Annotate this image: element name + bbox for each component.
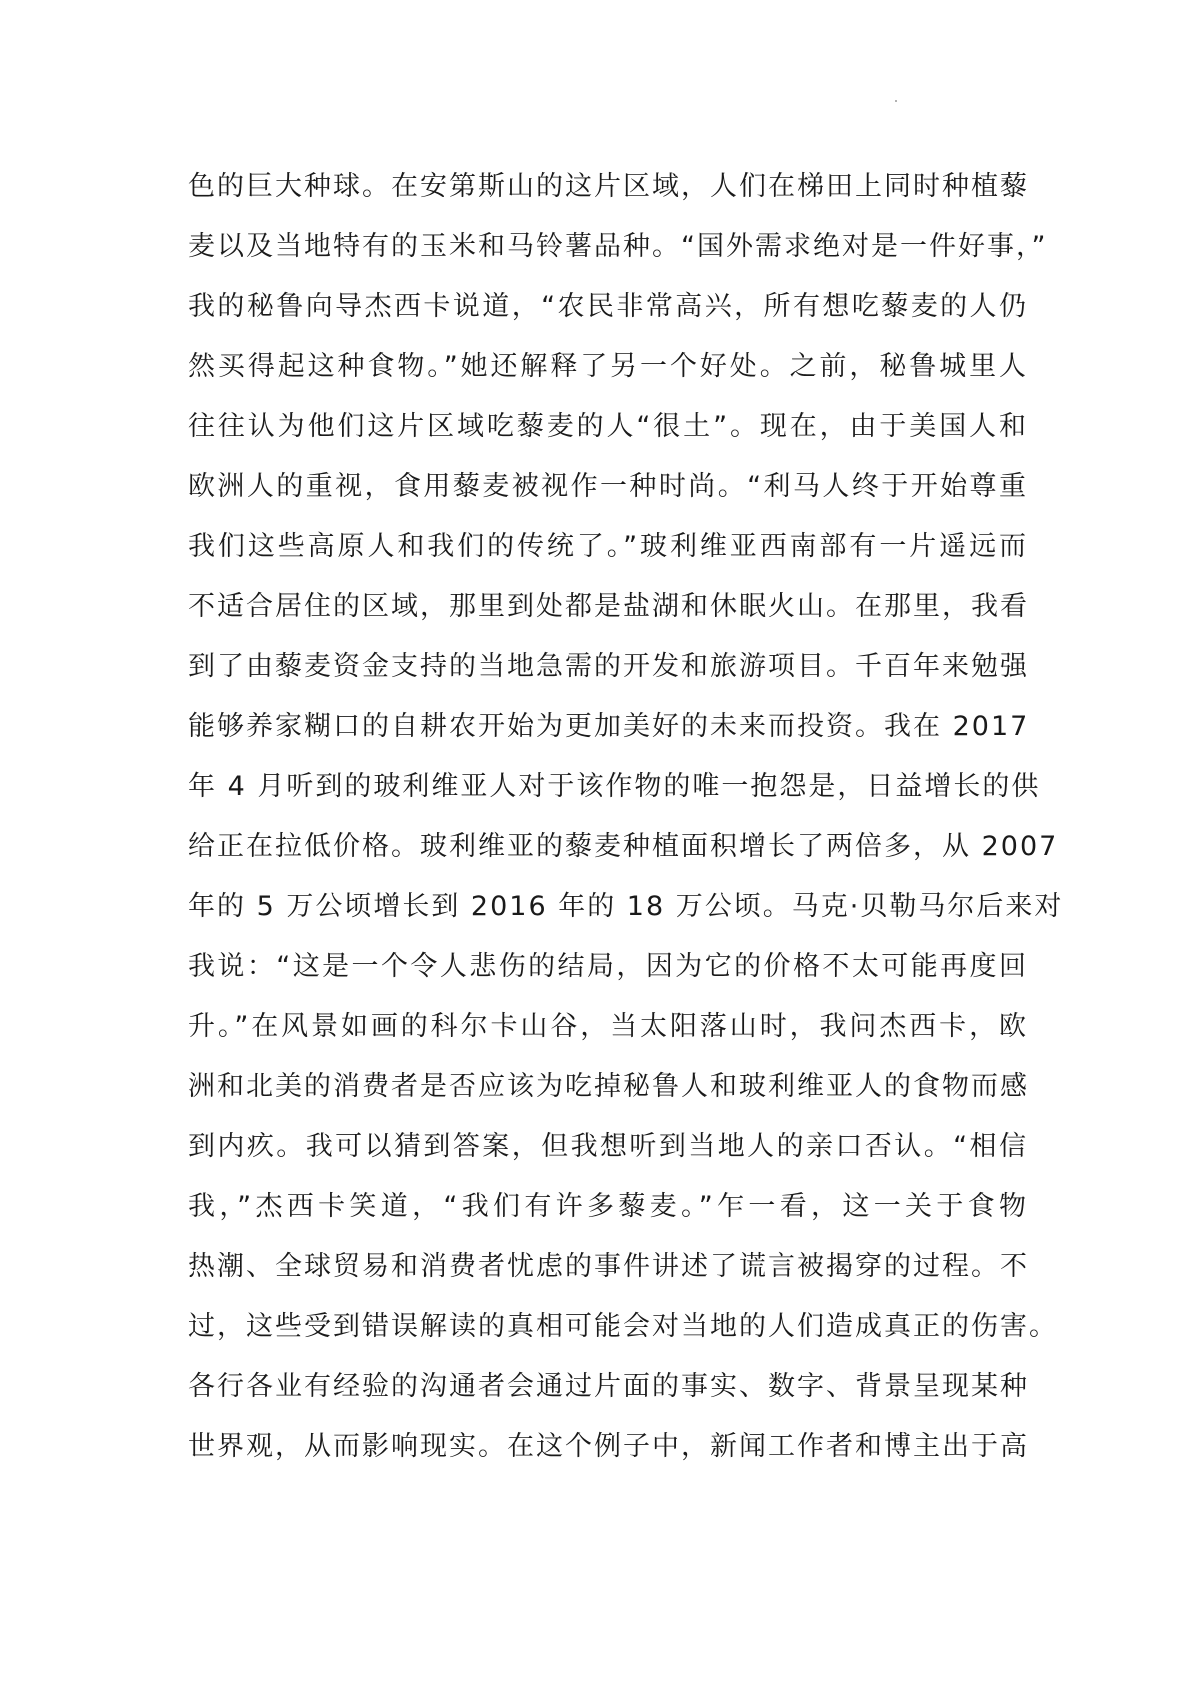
text-line: 过，这些受到错误解读的真相可能会对当地的人们造成真正的伤害。 — [188, 1311, 1058, 1342]
text-line: 能够养家糊口的自耕农开始为更加美好的未来而投资。我在 2017 — [188, 711, 1030, 742]
text-line: 我，”杰西卡笑道，“我们有许多藜麦。”乍一看，这一关于食物 — [188, 1191, 1028, 1222]
text-line: 洲和北美的消费者是否应该为吃掉秘鲁人和玻利维亚人的食物而感 — [188, 1071, 1029, 1102]
text-line: 热潮、全球贸易和消费者忧虑的事件讲述了谎言被揭穿的过程。不 — [188, 1251, 1029, 1282]
text-line: 升。”在风景如画的科尔卡山谷，当太阳落山时，我问杰西卡，欧 — [188, 1011, 1028, 1042]
text-line: 年的 5 万公顷增长到 2016 年的 18 万公顷。马克·贝勒马尔后来对 — [188, 891, 1064, 922]
text-line: 各行各业有经验的沟通者会通过片面的事实、数字、背景呈现某种 — [188, 1371, 1029, 1402]
text-line: 然买得起这种食物。”她还解释了另一个好处。之前，秘鲁城里人 — [188, 351, 1028, 382]
text-line: 欧洲人的重视，食用藜麦被视作一种时尚。“利马人终于开始尊重 — [188, 471, 1028, 502]
text-line: 往往认为他们这片区域吃藜麦的人“很土”。现在，由于美国人和 — [188, 411, 1028, 442]
page-speck — [895, 100, 897, 102]
text-line: 麦以及当地特有的玉米和马铃薯品种。“国外需求绝对是一件好事，” — [188, 231, 1048, 262]
text-line: 到内疚。我可以猜到答案，但我想听到当地人的亲口否认。“相信 — [188, 1131, 1028, 1162]
text-line: 给正在拉低价格。玻利维亚的藜麦种植面积增长了两倍多，从 2007 — [188, 831, 1059, 862]
text-line: 不适合居住的区域，那里到处都是盐湖和休眠火山。在那里，我看 — [188, 591, 1029, 622]
text-line: 我的秘鲁向导杰西卡说道，“农民非常高兴，所有想吃藜麦的人仍 — [188, 291, 1028, 322]
text-line: 年 4 月听到的玻利维亚人对于该作物的唯一抱怨是，日益增长的供 — [188, 771, 1041, 802]
text-line: 到了由藜麦资金支持的当地急需的开发和旅游项目。千百年来勉强 — [188, 651, 1029, 682]
text-line: 色的巨大种球。在安第斯山的这片区域，人们在梯田上同时种植藜 — [188, 171, 1029, 202]
text-line: 世界观，从而影响现实。在这个例子中，新闻工作者和博主出于高 — [188, 1431, 1029, 1462]
text-line: 我说：“这是一个令人悲伤的结局，因为它的价格不太可能再度回 — [188, 951, 1028, 982]
body-text — [188, 157, 1064, 1477]
text-line: 我们这些高原人和我们的传统了。”玻利维亚西南部有一片遥远而 — [188, 531, 1028, 562]
